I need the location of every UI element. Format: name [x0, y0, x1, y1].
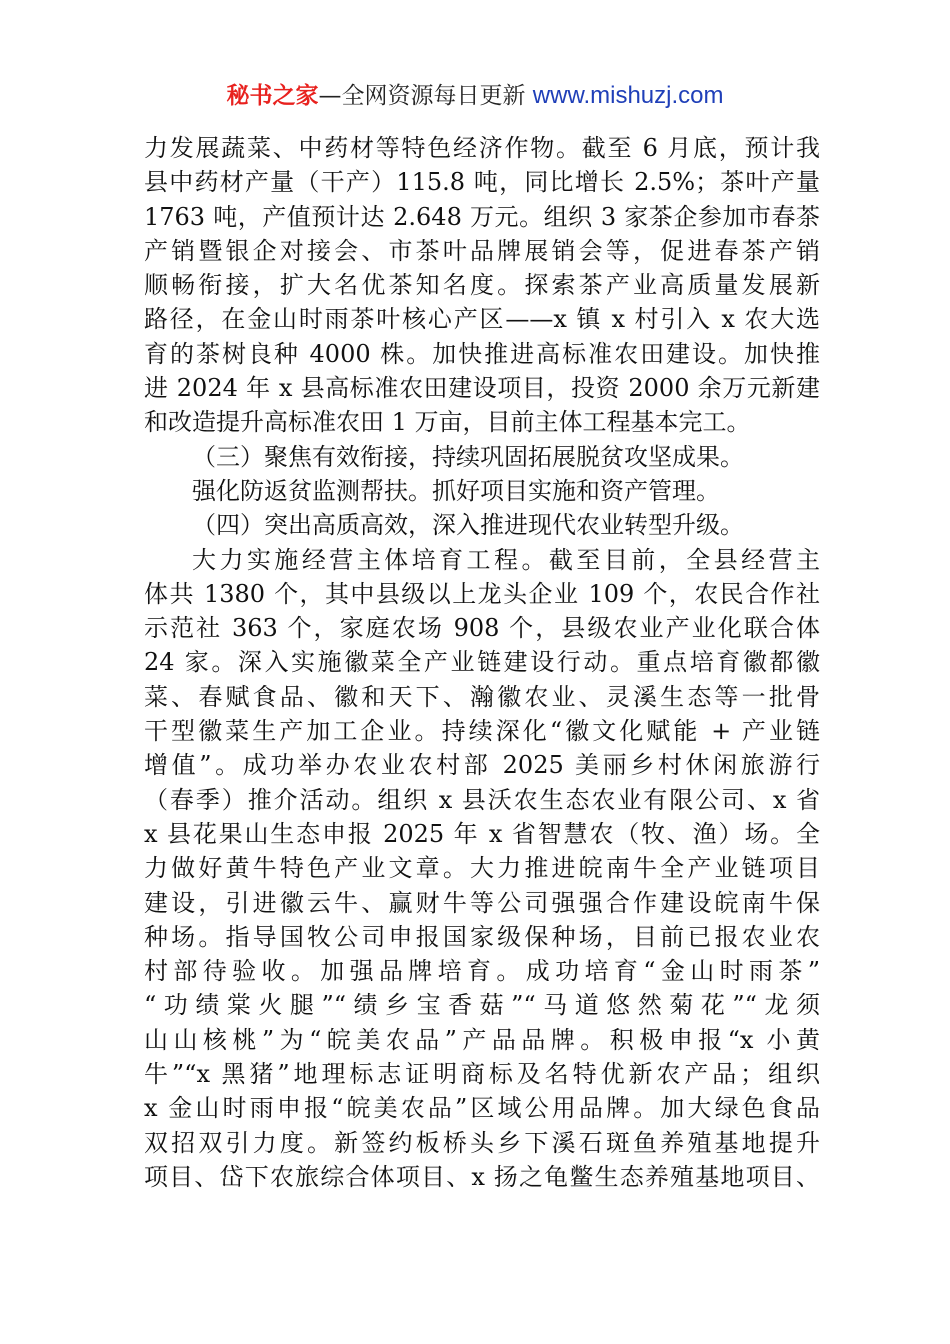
text-line: 干型徽菜生产加工企业。持续深化“徽文化赋能 + 产业链: [144, 717, 820, 746]
site-banner: [0, 80, 950, 112]
text-line: 力做好黄牛特色产业文章。大力推进皖南牛全产业链项目: [144, 854, 820, 883]
text-line: 和改造提升高标准农田 1 万亩，目前主体工程基本完工。: [144, 408, 751, 437]
text-line: 项目、岱下农旅综合体项目、x 扬之龟鳖生态养殖基地项目、: [144, 1162, 820, 1191]
text-line: 村部待验收。加强品牌培育。成功培育“金山时雨茶”: [144, 957, 820, 986]
text-line: x 县花果山生态申报 2025 年 x 省智慧农（牧、渔）场。全: [144, 819, 820, 848]
text-line: 示范社 363 个，家庭农场 908 个，县级农业产业化联合体: [144, 614, 820, 643]
brand-name: 秘书之家: [226, 83, 319, 109]
text-line: 双招双引力度。新签约板桥头乡下溪石斑鱼养殖基地提升: [144, 1128, 820, 1157]
text-line: 牛”“x 黑猪”地理标志证明商标及名特优新农产品；组织: [144, 1060, 820, 1089]
document-body: [144, 131, 820, 1194]
text-line: 大力实施经营主体培育工程。截至目前，全县经营主: [192, 545, 820, 574]
text-line: 体共 1380 个，其中县级以上龙头企业 109 个，农民合作社: [144, 579, 820, 608]
text-line: “功绩棠火腿”“绩乡宝香菇”“马道悠然菊花”“龙须: [144, 991, 820, 1020]
text-line: 进 2024 年 x 县高标准农田建设项目，投资 2000 余万元新建: [144, 374, 820, 403]
text-line: 育的茶树良种 4000 株。加快推进高标准农田建设。加快推: [144, 339, 820, 368]
text-line: 强化防返贫监测帮扶。抓好项目实施和资产管理。: [192, 476, 720, 505]
banner-tagline: —全网资源每日更新: [318, 83, 526, 109]
text-line: 菜、春赋食品、徽和天下、瀚徽农业、灵溪生态等一批骨: [144, 682, 820, 711]
text-line: 县中药材产量（干产）115.8 吨，同比增长 2.5%；茶叶产量: [144, 168, 820, 197]
text-line: 种场。指导国牧公司申报国家级保种场，目前已报农业农: [144, 922, 820, 951]
text-line: 增值”。成功举办农业农村部 2025 美丽乡村休闲旅游行: [144, 751, 820, 780]
text-line: 顺畅衔接，扩大名优茶知名度。探索茶产业高质量发展新: [144, 271, 820, 300]
text-line: 建设，引进徽云牛、赢财牛等公司强强合作建设皖南牛保: [144, 888, 820, 917]
text-line: 1763 吨，产值预计达 2.648 万元。组织 3 家茶企参加市春茶: [144, 202, 820, 231]
section-heading: （四）突出高质高效，深入推进现代农业转型升级。: [192, 511, 744, 540]
text-line: 24 家。深入实施徽菜全产业链建设行动。重点培育徽都徽: [144, 648, 820, 677]
text-line: （春季）推介活动。组织 x 县沃农生态农业有限公司、x 省: [144, 785, 820, 814]
text-line: 山山核桃”为“皖美农品”产品品牌。积极申报“x 小黄: [144, 1025, 820, 1054]
site-url-link[interactable]: www.mishuzj.com: [532, 82, 724, 109]
text-line: 路径，在金山时雨茶叶核心产区——x 镇 x 村引入 x 农大选: [144, 305, 820, 334]
text-line: 力发展蔬菜、中药材等特色经济作物。截至 6 月底，预计我: [144, 134, 820, 162]
section-heading: （三）聚焦有效衔接，持续巩固拓展脱贫攻坚成果。: [192, 442, 744, 471]
text-line: x 金山时雨申报“皖美农品”区域公用品牌。加大绿色食品: [144, 1094, 820, 1123]
text-line: 产销暨银企对接会、市茶叶品牌展销会等，促进春茶产销: [144, 236, 820, 265]
